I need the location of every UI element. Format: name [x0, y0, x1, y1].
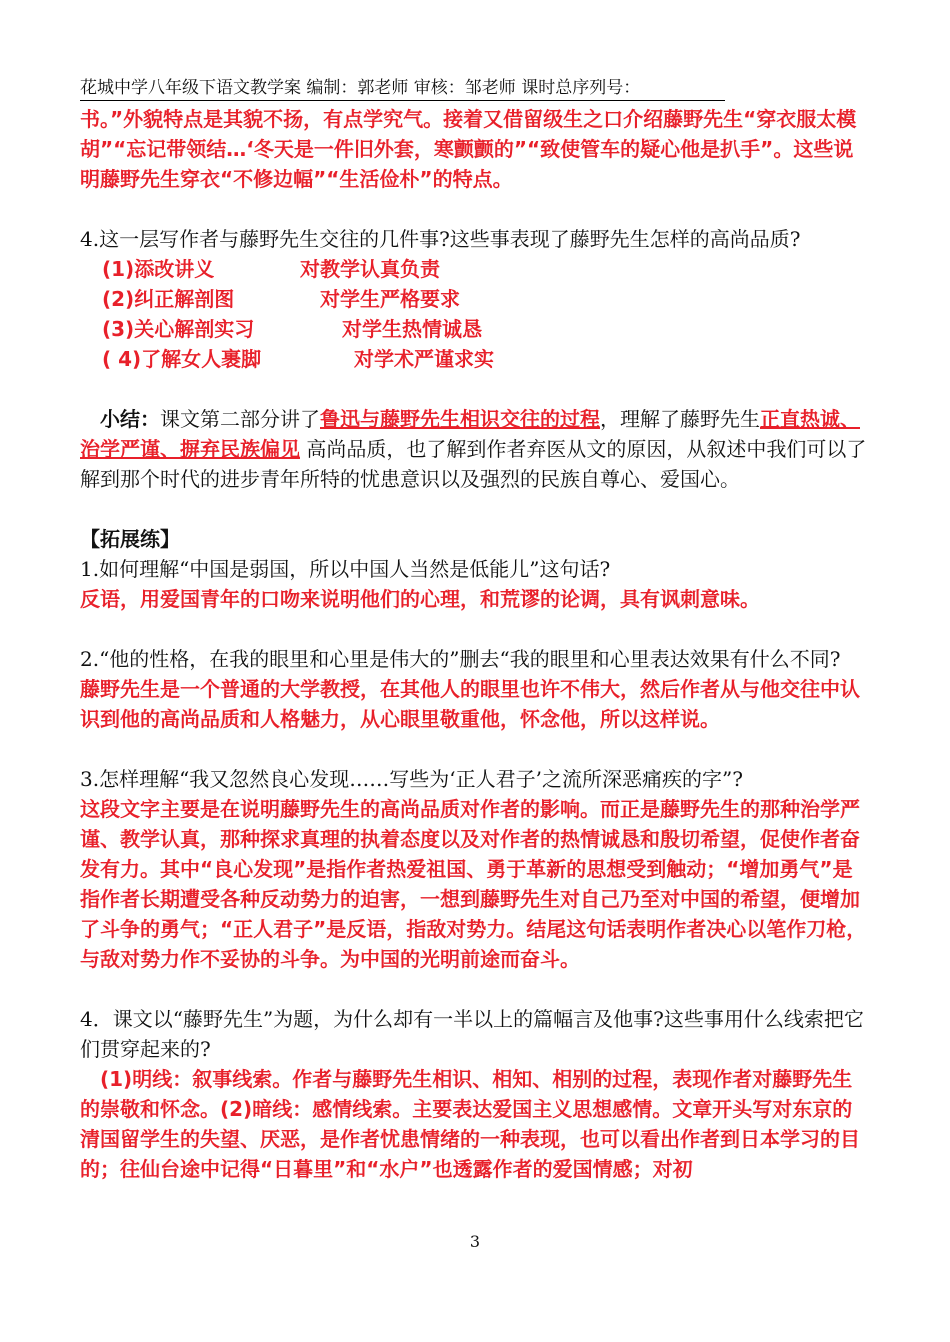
summary-highlight-qualities: 正直热诚、治学严谨、摒弃民族偏见	[80, 407, 860, 461]
page-content	[80, 104, 870, 1184]
q4-question: 4.这一层写作者与藤野先生交往的几件事?这些事表现了藤野先生怎样的高尚品质?	[80, 227, 801, 251]
ext-q1-answer: 反语，用爱国青年的口吻来说明他们的心理，和荒谬的论调，具有讽刺意味。	[80, 587, 760, 611]
q4-event: (2)纠正解剖图	[102, 287, 235, 311]
q4-row	[102, 254, 870, 284]
q4-event: (1)添改讲义	[102, 257, 215, 281]
q4-answer-list	[80, 254, 870, 374]
summary-label: 小结：	[100, 407, 160, 431]
q4-row	[102, 284, 870, 314]
page-number: 3	[469, 1232, 481, 1251]
intro-answer: 书。”外貌特点是其貌不扬，有点学究气。接着又借留级生之口介绍藤野先生“穿衣服太模胡”“忘记带领结…‘冬天是一件旧外套，寒颤颤的”“致使管车的疑心他是扒手”。这些说明藤野先生穿衣“不修边幅”“生活俭朴”的特点。	[80, 107, 857, 191]
ext-q2-answer: 藤野先生是一个普通的大学教授，在其他人的眼里也许不伟大，然后作者从与他交往中认识到他的高尚品质和人格魅力，从心眼里敬重他，怀念他，所以这样说。	[80, 677, 860, 731]
ext-q4-answer: (1)明线：叙事线索。作者与藤野先生相识、相知、相别的过程，表现作者对藤野先生的崇敬和怀念。(2)暗线：感情线索。主要表达爱国主义思想感情。文章开头写对东京的清国留学生的失望、厌恶，是作者忧患情绪的一种表现，也可以看出作者到日本学习的目的；往仙台途中记得“日暮里”和“水户”也透露作者的爱国情感；对初	[80, 1067, 860, 1181]
q4-quality: 对教学认真负责	[300, 257, 440, 281]
q4-quality: 对学生热情诚恳	[342, 317, 482, 341]
header-divider	[80, 100, 725, 101]
q4-event: ( 4)了解女人裹脚	[102, 347, 262, 371]
ext-q4-question: 4．课文以“藤野先生”为题，为什么却有一半以上的篇幅言及他事?这些事用什么线索把它们贯穿起来的?	[80, 1007, 864, 1061]
summary-paragraph: 小结：课文第二部分讲了鲁迅与藤野先生相识交往的过程，理解了藤野先生正直热诚、治学严谨、摒弃民族偏见 高尚品质，也了解到作者弃医从文的原因，从叙述中我们可以了解到那个时代的进步青年所特的忧患意识以及强烈的民族自尊心、爱国心。	[80, 407, 867, 491]
extension-title: 【拓展练】	[80, 527, 180, 551]
q4-row	[102, 344, 870, 374]
ext-q1-question: 1.如何理解“中国是弱国，所以中国人当然是低能儿”这句话?	[80, 557, 611, 581]
summary-highlight-process: 鲁迅与藤野先生相识交往的过程	[320, 407, 600, 431]
ext-q3-question: 3.怎样理解“我又忽然良心发现……写些为‘正人君子’之流所深恶痛疾的字”?	[80, 767, 743, 791]
page-header: 花城中学八年级下语文教学案 编制：郭老师 审核：邹老师 课时总序列号：	[80, 78, 641, 98]
q4-quality: 对学术严谨求实	[354, 347, 494, 371]
ext-q3-answer: 这段文字主要是在说明藤野先生的高尚品质对作者的影响。而正是藤野先生的那种治学严谨、教学认真，那种探求真理的执着态度以及对作者的热情诚恳和殷切希望，促使作者奋发有力。其中“良心发现”是指作者热爱祖国、勇于革新的思想受到触动；“增加勇气”是指作者长期遭受各种反动势力的迫害，一想到藤野先生对自己乃至对中国的希望，便增加了斗争的勇气；“正人君子”是反语，指敌对势力。结尾这句话表明作者决心以笔作刀枪，与敌对势力作不妥协的斗争。为中国的光明前途而奋斗。	[80, 797, 867, 971]
q4-event: (3)关心解剖实习	[102, 317, 255, 341]
q4-quality: 对学生严格要求	[320, 287, 460, 311]
q4-row	[102, 314, 870, 344]
ext-q2-question: 2.“他的性格，在我的眼里和心里是伟大的”删去“我的眼里和心里表达效果有什么不同?	[80, 647, 841, 671]
